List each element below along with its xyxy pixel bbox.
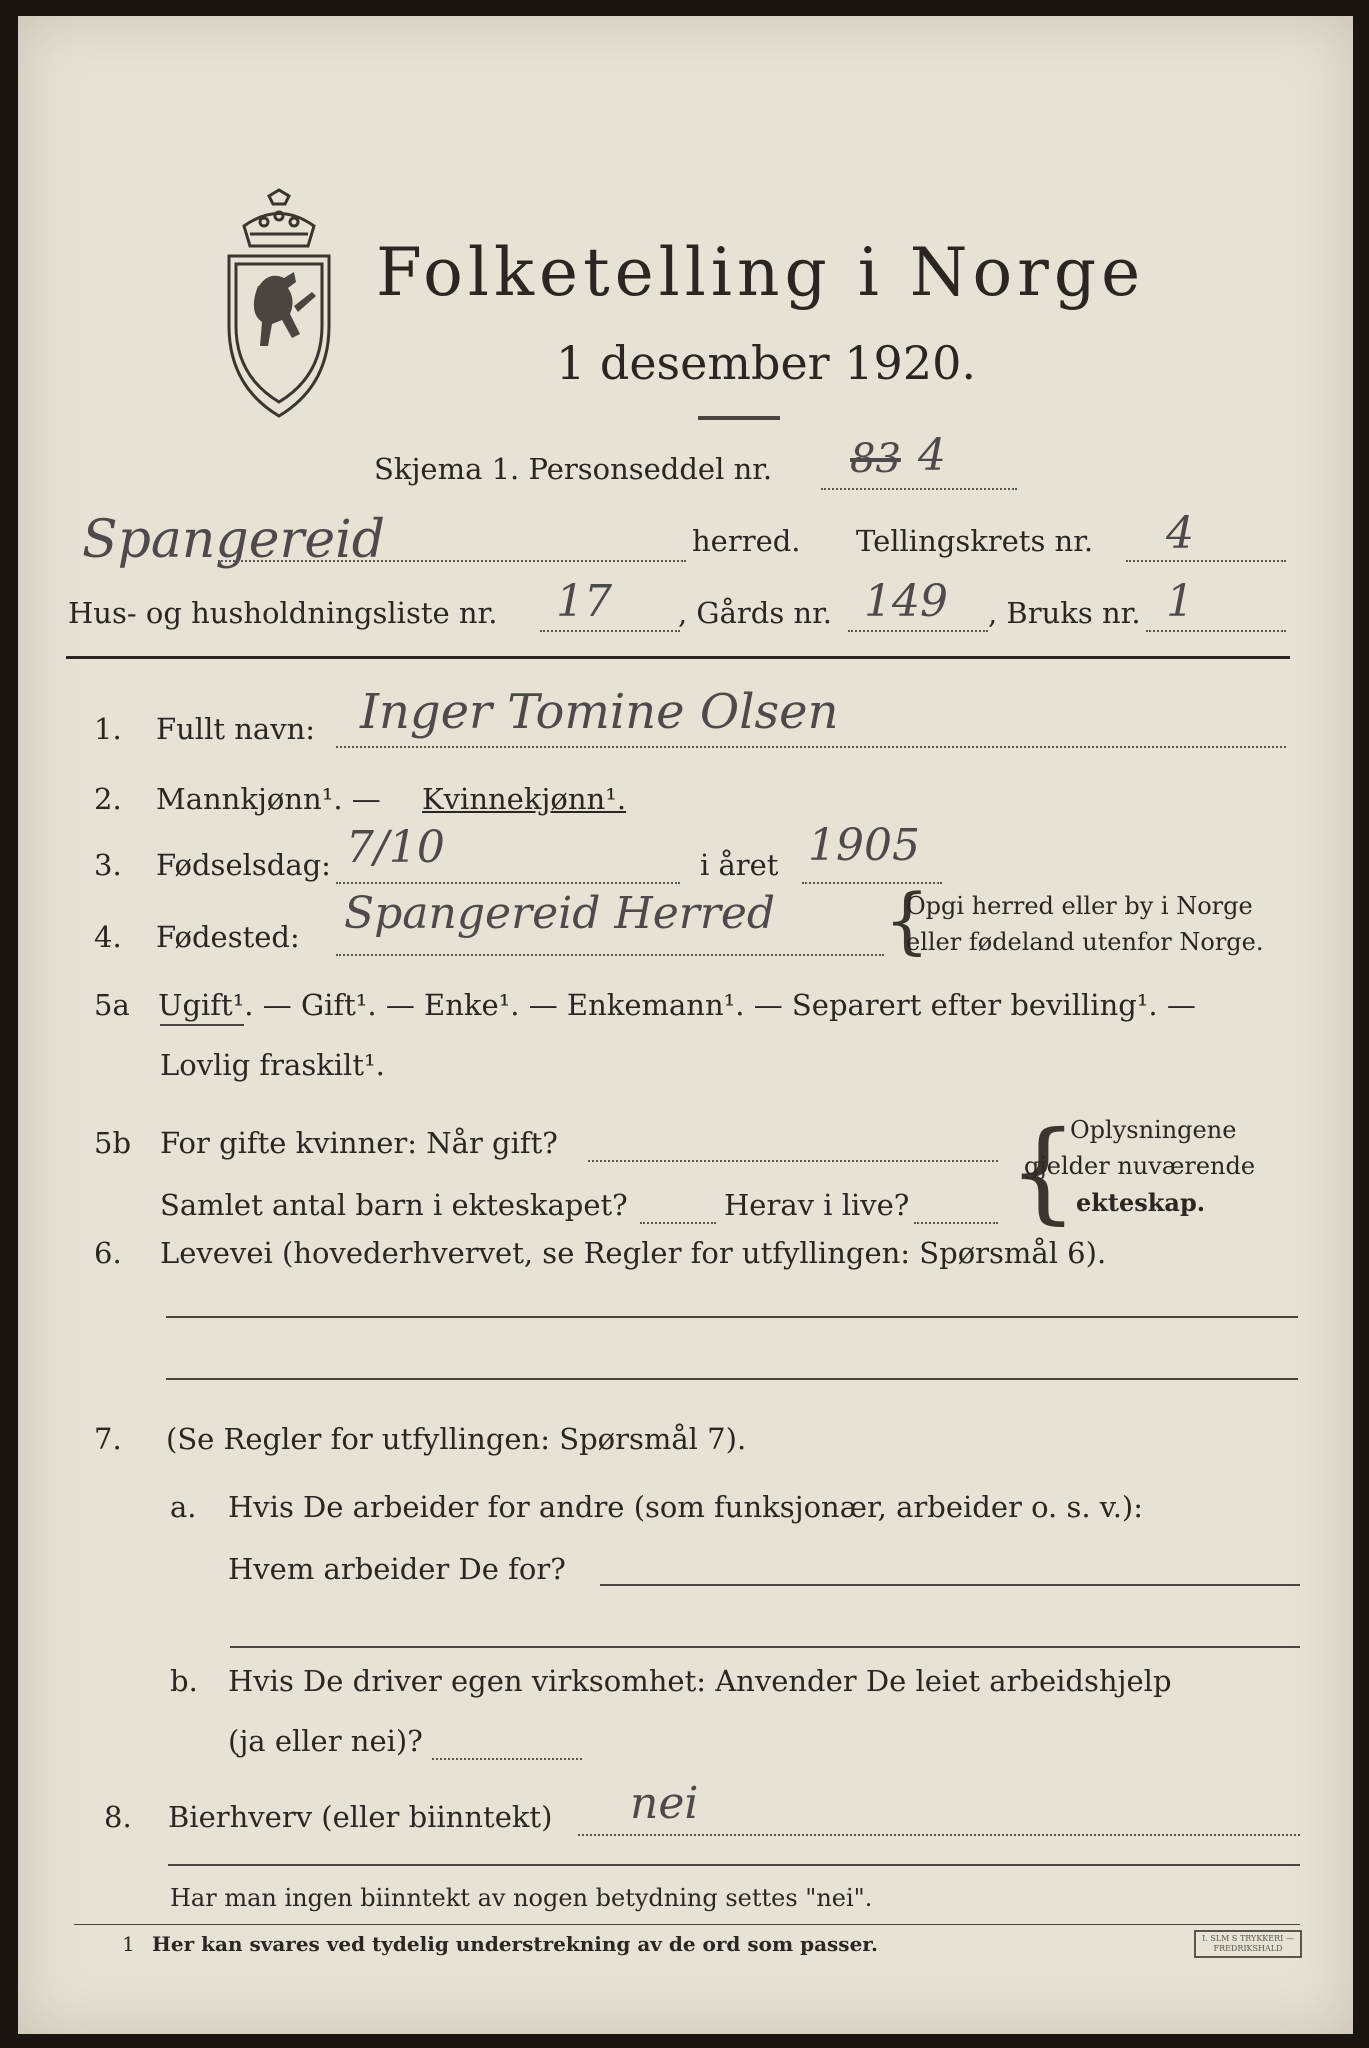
- q7a-label: Hvis De arbeider for andre (som funksjonær, arbeider o. s. v.):: [228, 1490, 1144, 1524]
- marital-status-options[interactable]: Ugift¹. — Gift¹. — Enke¹. — Enkemann¹. — Separert efter bevilling¹. —: [158, 988, 1196, 1022]
- birthday-value[interactable]: 7/10: [346, 822, 445, 873]
- gards-label: , Gårds nr.: [678, 596, 832, 630]
- form-title: Folketelling i Norge: [376, 234, 1146, 311]
- lovlig-fraskilt-option[interactable]: Lovlig fraskilt¹.: [160, 1048, 385, 1082]
- q1-dotline: [336, 746, 1286, 748]
- footer-note: Har man ingen biinntekt av nogen betydning settes "nei".: [170, 1884, 873, 1912]
- children-alive-label: Herav i live?: [724, 1188, 910, 1222]
- children-total-dotline: [640, 1222, 716, 1224]
- herred-value[interactable]: Spangereid: [82, 510, 386, 570]
- q5b-brace: {: [1008, 1107, 1078, 1235]
- q7-number: 7.: [94, 1422, 122, 1456]
- male-option[interactable]: Mannkjønn¹. —: [156, 782, 381, 816]
- gards-dotline: [848, 630, 988, 632]
- married-when-dotline: [588, 1160, 998, 1162]
- tellingskrets-label: Tellingskrets nr.: [856, 524, 1094, 558]
- herred-dotline: [218, 560, 686, 562]
- employer-line-2[interactable]: [230, 1646, 1300, 1648]
- personseddel-dotline: [821, 488, 1017, 490]
- q5b-note-2: gjelder nuværende: [1024, 1152, 1256, 1180]
- husliste-value[interactable]: 17: [556, 576, 612, 627]
- employer-line-1[interactable]: [600, 1584, 1300, 1586]
- hired-help-dotline[interactable]: [432, 1758, 582, 1760]
- footnote-rule: [74, 1924, 1300, 1925]
- q1-label: Fullt navn:: [156, 712, 316, 746]
- bruks-dotline: [1146, 630, 1286, 632]
- census-date: 1 desember 1920.: [556, 336, 976, 390]
- footnote-number: 1: [122, 1932, 135, 1956]
- header-rule: [66, 656, 1290, 659]
- q7b-label: Hvis De driver egen virksomhet: Anvender De leiet arbeidshjelp: [228, 1664, 1172, 1698]
- year-label: i året: [700, 848, 779, 882]
- q6-number: 6.: [94, 1236, 122, 1270]
- husliste-dotline: [540, 630, 680, 632]
- q8-number: 8.: [104, 1800, 132, 1834]
- female-option[interactable]: Kvinnekjønn¹.: [422, 782, 627, 816]
- q3-number: 3.: [94, 848, 122, 882]
- census-form: [18, 16, 1353, 2034]
- q5a-number: 5a: [94, 988, 130, 1022]
- q7b-sub-label: (ja eller nei)?: [228, 1724, 423, 1758]
- married-when-label: For gifte kvinner: Når gift?: [160, 1126, 558, 1160]
- q6-label: Levevei (hovederhvervet, se Regler for utfyllingen: Spørsmål 6).: [160, 1236, 1107, 1270]
- personseddel-struck-value: 83: [850, 436, 901, 482]
- side-income-value[interactable]: nei: [630, 1778, 699, 1829]
- q4-brace: {: [884, 878, 930, 962]
- q4-note-2: eller fødeland utenfor Norge.: [906, 928, 1264, 956]
- printer-stamp: I. SLM S TRYKKERI — FREDRIKSHALD: [1194, 1930, 1302, 1958]
- children-alive-dotline: [914, 1222, 998, 1224]
- q4-note-1: Opgi herred eller by i Norge: [906, 892, 1253, 920]
- q5b-note-3: ekteskap.: [1076, 1188, 1206, 1217]
- schema-label: Skjema 1. Personseddel nr.: [374, 452, 773, 486]
- bruks-label: , Bruks nr.: [988, 596, 1141, 630]
- birth-year-value[interactable]: 1905: [808, 820, 920, 871]
- ugift-underline: [160, 1024, 244, 1026]
- occupation-line-2[interactable]: [166, 1378, 1298, 1380]
- birthday-dotline: [336, 882, 680, 884]
- q7a-sub-label: Hvem arbeider De for?: [228, 1552, 566, 1586]
- q8-label: Bierhverv (eller biinntekt): [168, 1800, 553, 1834]
- herred-label: herred.: [692, 524, 801, 558]
- coat-of-arms-icon: [214, 186, 344, 426]
- title-divider: [698, 416, 780, 420]
- q3-label: Fødselsdag:: [156, 848, 331, 882]
- footer-rule: [168, 1864, 1300, 1866]
- gards-value[interactable]: 149: [864, 576, 948, 627]
- birthplace-dotline: [336, 954, 884, 956]
- q4-number: 4.: [94, 920, 122, 954]
- side-income-dotline: [578, 1834, 1300, 1836]
- bruks-value[interactable]: 1: [1166, 576, 1194, 627]
- q7-label: (Se Regler for utfyllingen: Spørsmål 7).: [166, 1422, 747, 1456]
- tellingskrets-dotline: [1126, 560, 1286, 562]
- q7a-letter: a.: [170, 1490, 197, 1524]
- footnote-text: Her kan svares ved tydelig understrekning av de ord som passer.: [152, 1932, 878, 1956]
- q1-number: 1.: [94, 712, 122, 746]
- occupation-line-1[interactable]: [166, 1316, 1298, 1318]
- children-total-label: Samlet antal barn i ekteskapet?: [160, 1188, 628, 1222]
- full-name-value[interactable]: Inger Tomine Olsen: [360, 684, 839, 740]
- birthplace-value[interactable]: Spangereid Herred: [344, 888, 776, 939]
- q4-label: Fødested:: [156, 920, 300, 954]
- q7b-letter: b.: [170, 1664, 198, 1698]
- tellingskrets-value[interactable]: 4: [1166, 508, 1194, 559]
- q5b-note-1: Oplysningene: [1070, 1116, 1237, 1144]
- personseddel-value[interactable]: 4: [918, 430, 946, 481]
- husliste-label: Hus- og husholdningsliste nr.: [68, 596, 498, 630]
- q5b-number: 5b: [94, 1126, 132, 1160]
- q2-number: 2.: [94, 782, 122, 816]
